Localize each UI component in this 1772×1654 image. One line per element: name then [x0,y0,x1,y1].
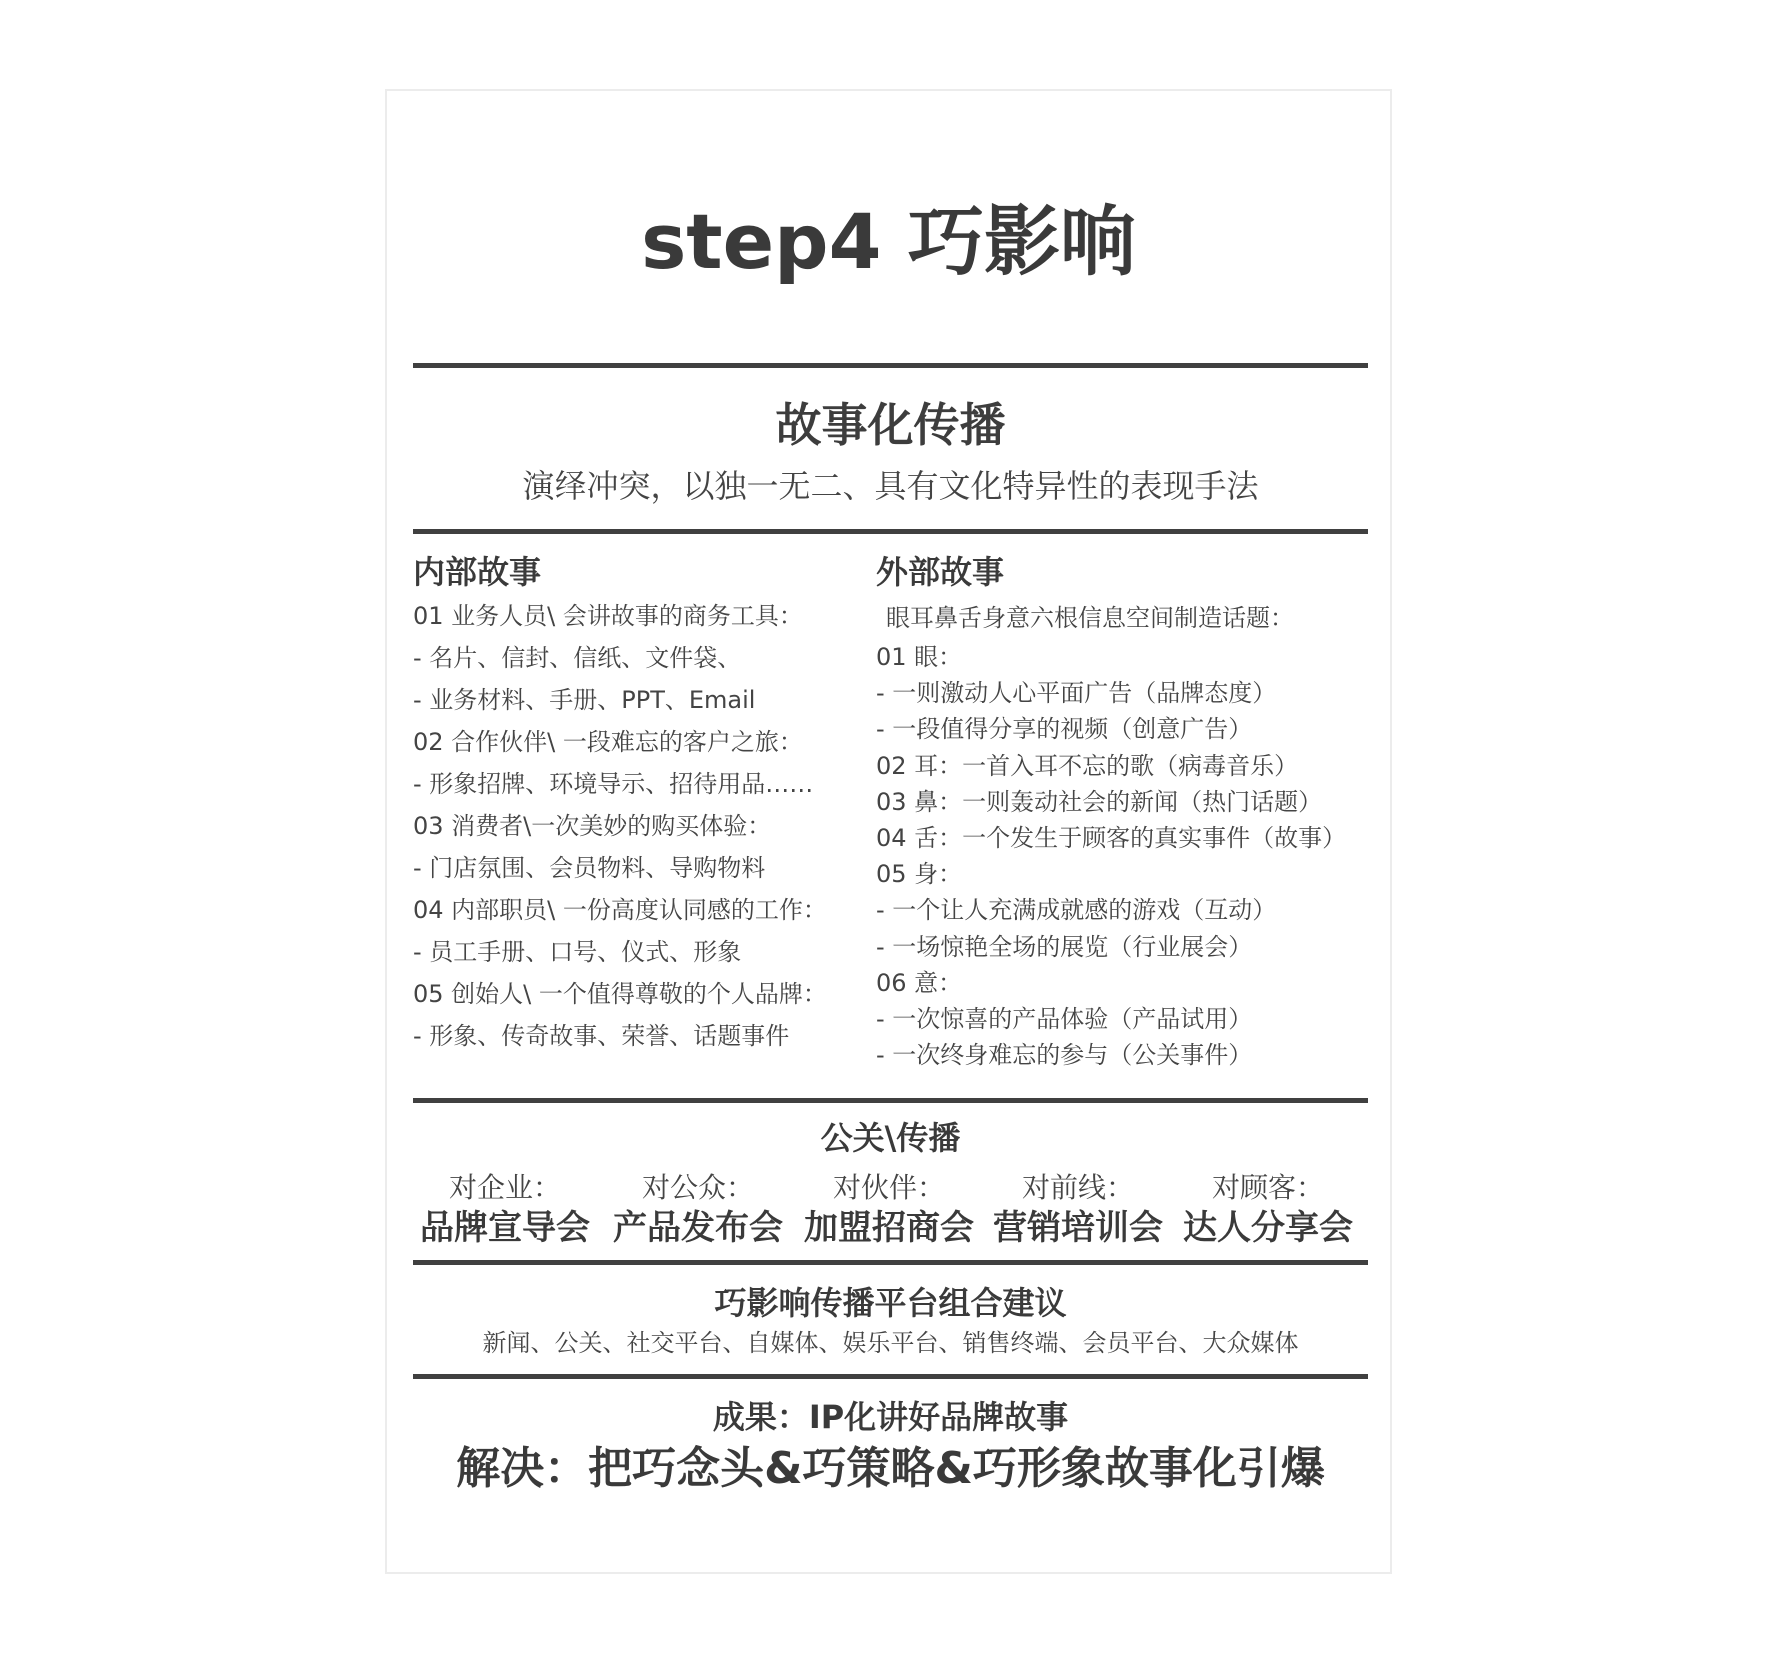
pr-audience-label: 对企业： [448,1171,561,1204]
result-line: 成果：IP化讲好品牌故事 [712,1398,1069,1436]
list-item: 02 耳：一首入耳不忘的歌（病毒音乐） [876,751,1299,780]
external-list [876,639,1368,1073]
list-item: - 一段值得分享的视频（创意广告） [876,715,1253,744]
list-item: 02 合作伙伴\ 一段难忘的客户之旅： [413,728,803,756]
internal-list [413,595,853,1057]
list-item: - 一次终身难忘的参与（公关事件） [876,1041,1253,1070]
pr-event-name: 加盟招商会 [804,1208,974,1248]
platform-channels: 新闻、公关、社交平台、自媒体、娱乐平台、销售终端、会员平台、大众媒体 [482,1329,1299,1357]
pr-item [603,1171,793,1248]
list-item: 04 内部职员\ 一份高度认同感的工作： [413,896,827,924]
pr-audience-label: 对顾客： [1211,1171,1324,1204]
pr-audience-label: 对前线： [1021,1171,1134,1204]
list-item: - 一个让人充满成就感的游戏（互动） [876,896,1277,925]
pr-event-name: 营销培训会 [993,1208,1163,1248]
pr-event-name: 产品发布会 [613,1208,783,1248]
page-title: step4 巧影响 [641,197,1136,286]
divider [413,1098,1368,1103]
list-item: - 一则激动人心平面广告（品牌态度） [876,679,1277,708]
list-item: - 形象招牌、环境导示、招待用品…… [413,770,814,798]
list-item: - 业务材料、手册、PPT、Email [413,686,756,714]
solution-line: 解决：把巧念头&巧策略&巧形象故事化引爆 [456,1443,1325,1494]
story-columns [413,553,1368,1176]
list-item: - 一场惊艳全场的展览（行业展会） [876,932,1253,961]
divider [413,363,1368,368]
external-heading: 外部故事 [876,553,1005,591]
list-item: - 员工手册、口号、仪式、形象 [413,938,742,966]
pr-item [410,1171,600,1248]
internal-stories [413,553,853,1057]
list-item: 01 眼： [876,643,963,671]
pr-event-name: 品牌宣导会 [420,1208,590,1248]
list-item: 03 鼻：一则轰动社会的新闻（热门话题） [876,787,1323,816]
list-item: 06 意： [876,968,963,997]
divider [413,529,1368,534]
list-item: - 一次惊喜的产品体验（产品试用） [876,1005,1253,1034]
external-intro: 眼耳鼻舌身意六根信息空间制造话题： [886,604,1294,632]
external-stories [876,553,1368,1073]
pr-event-name: 达人分享会 [1183,1208,1353,1248]
internal-heading: 内部故事 [413,553,542,591]
story-heading: 故事化传播 [775,398,1006,452]
divider [413,1260,1368,1265]
pr-audience-label: 对伙伴： [832,1171,945,1204]
pr-heading: 公关\传播 [820,1119,961,1157]
list-item: 05 身： [876,860,963,889]
story-subtitle: 演绎冲突，以独一无二、具有文化特异性的表现手法 [522,467,1259,505]
list-item: - 名片、信封、信纸、文件袋、 [413,644,742,672]
list-item: 03 消费者\一次美妙的购买体验： [413,812,772,840]
platform-heading: 巧影响传播平台组合建议 [714,1284,1067,1322]
pr-events [413,1171,1368,1264]
list-item: - 形象、传奇故事、荣誉、话题事件 [413,1022,790,1050]
pr-audience-label: 对公众： [641,1171,754,1204]
list-item: 01 业务人员\ 会讲故事的商务工具： [413,602,803,630]
pr-item [1173,1171,1363,1248]
list-item: 05 创始人\ 一个值得尊敬的个人品牌： [413,980,827,1008]
list-item: 04 舌：一个发生于顾客的真实事件（故事） [876,824,1347,853]
pr-item [794,1171,984,1248]
pr-item [983,1171,1173,1248]
list-item: - 门店氛围、会员物料、导购物料 [413,854,766,882]
divider [413,1374,1368,1379]
content-card [385,89,1392,1574]
